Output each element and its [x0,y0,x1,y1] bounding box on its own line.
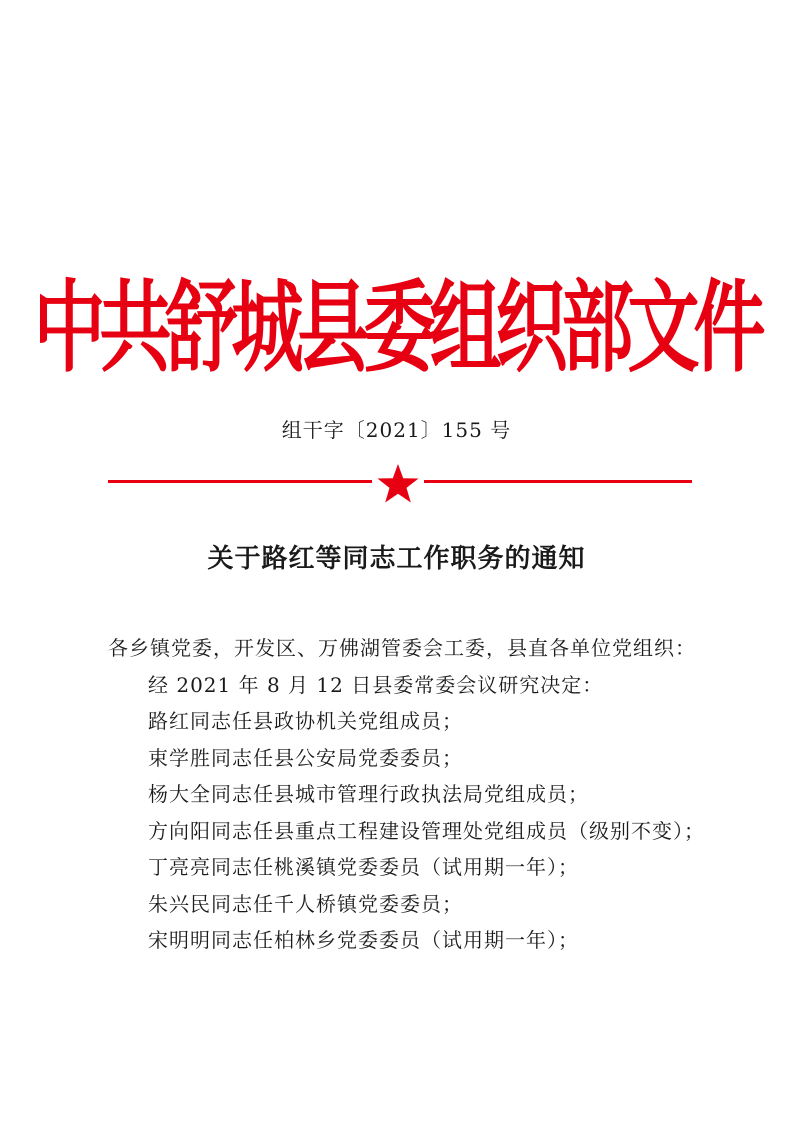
document-number: 组干字〔2021〕155 号 [281,418,512,442]
document-header-title: 中共舒城县委组织部文件 [33,269,760,386]
body-line-decision: 经 2021 年 8 月 12 日县委常委会议研究决定： [148,672,604,697]
red-divider-left [108,480,372,483]
notice-body [108,630,708,959]
salutation: 各乡镇党委，开发区、万佛湖管委会工委，县直各单位党组织： [108,636,696,660]
body-line-appointment: 杨大全同志任县城市管理行政执法局党组成员； [148,782,589,806]
body-line-appointment: 朱兴民同志任千人桥镇党委委员； [148,891,463,916]
star-icon [376,463,420,503]
body-line-appointment: 束学胜同志任县公安局党委委员； [148,745,463,770]
red-divider-right [424,480,692,483]
body-line-appointment: 丁亮亮同志任桃溪镇党委委员（试用期一年）； [148,855,579,879]
body-line-appointment: 路红同志任县政协机关党组成员； [148,709,463,733]
body-line-appointment: 宋明明同志任柏林乡党委委员（试用期一年）； [148,928,579,952]
notice-title: 关于路红等同志工作职务的通知 [207,544,586,574]
body-line-appointment: 方向阳同志任县重点工程建设管理处党组成员（级别不变）； [148,818,705,843]
